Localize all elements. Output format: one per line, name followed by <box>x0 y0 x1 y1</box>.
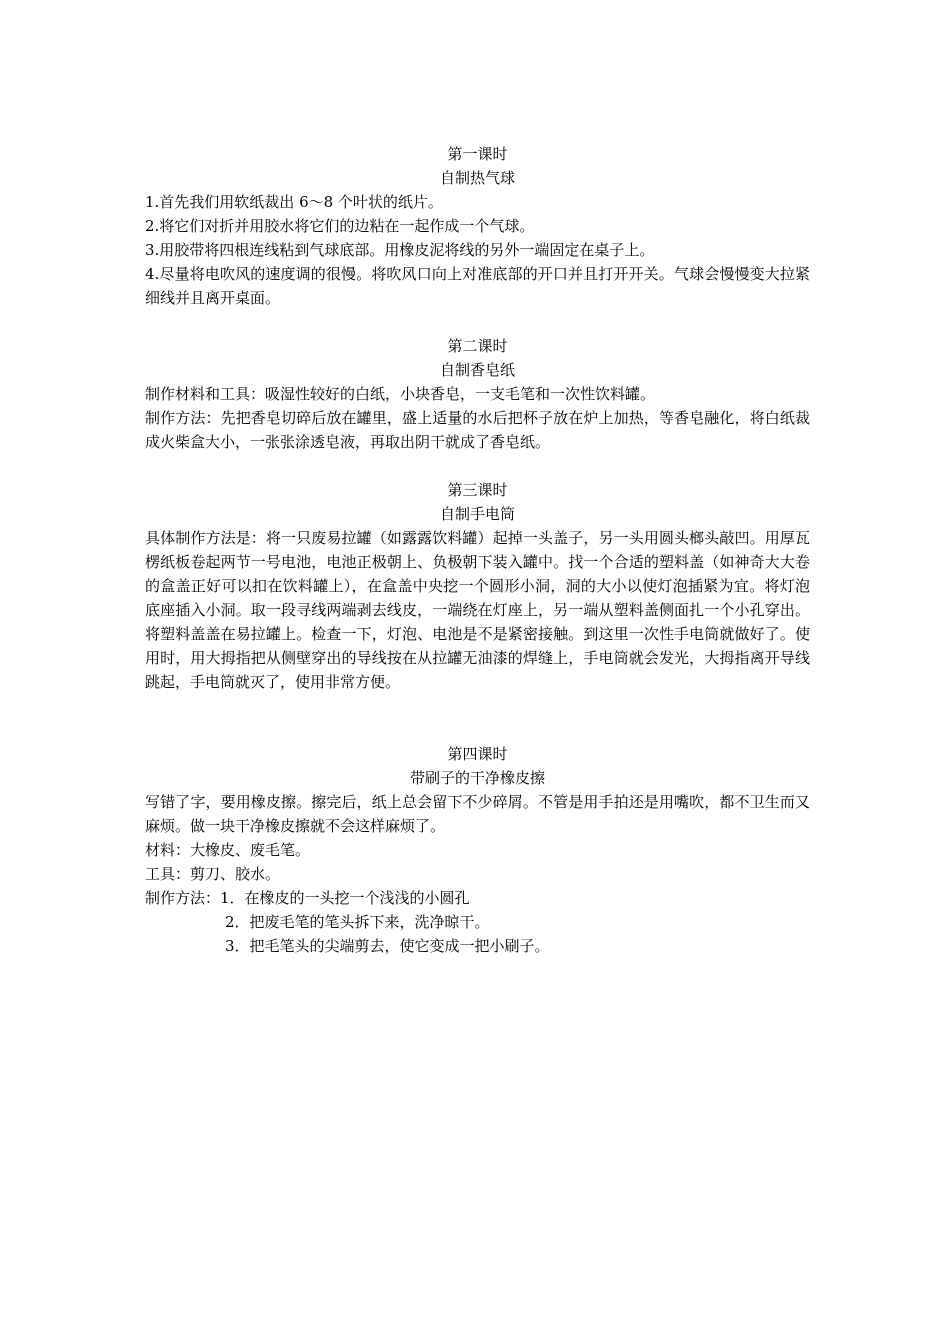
document-page <box>145 142 810 958</box>
step-paragraph: 2.将它们对折并用胶水将它们的边粘在一起作成一个气球。 <box>145 217 535 235</box>
lesson-period: 第二课时 <box>447 337 508 355</box>
method-row <box>145 886 810 910</box>
materials-paragraph: 制作材料和工具：吸湿性较好的白纸，小块香皂，一支毛笔和一次性饮料罐。 <box>145 385 656 403</box>
lesson-title: 自制手电筒 <box>439 505 515 523</box>
lesson-title: 自制热气球 <box>439 169 515 187</box>
step-paragraph: 1.首先我们用软纸裁出 6～8 个叶状的纸片。 <box>145 193 443 211</box>
method-step: 3．把毛笔头的尖端剪去，使它变成一把小刷子。 <box>225 937 550 955</box>
step-paragraph: 4.尽量将电吹风的速度调的很慢。将吹风口向上对准底部的开口并且打开开关。气球会慢慢变大拉紧细线并且离开桌面。 <box>145 265 810 307</box>
lesson-2 <box>145 334 810 454</box>
lesson-1 <box>145 142 810 310</box>
lesson-period: 第三课时 <box>447 481 508 499</box>
method-paragraph: 制作方法：先把香皂切碎后放在罐里，盛上适量的水后把杯子放在炉上加热，等香皂融化，将白纸裁成火柴盒大小，一张张涂透皂液，再取出阴干就成了香皂纸。 <box>145 409 810 451</box>
lesson-3 <box>145 478 810 694</box>
lesson-4 <box>145 742 810 958</box>
method-paragraph: 具体制作方法是：将一只废易拉罐（如露露饮料罐）起掉一头盖子，另一头用圆头榔头敲凹。用厚瓦楞纸板卷起两节一号电池，电池正极朝上、负极朝下装入罐中。找一个合适的塑料盖（如神奇大大卷的盒盖正好可以扣在饮料罐上），在盒盖中央挖一个圆形小洞，洞的大小以使灯泡插紧为宜。将灯泡底座插入小洞。取一段寻线两端剥去线皮，一端绕在灯座上，另一端从塑料盖侧面扎一个小孔穿出。将塑料盖盖在易拉罐上。检查一下，灯泡、电池是不是紧密接触。到这里一次性手电筒就做好了。使用时，用大拇指把从侧壁穿出的导线按在从拉罐无油漆的焊缝上，手电筒就会发光，大拇指离开导线跳起，手电筒就灭了，使用非常方便。 <box>145 529 810 691</box>
lesson-period: 第四课时 <box>447 745 508 763</box>
method-step: 1．在橡皮的一头挖一个浅浅的小圆孔 <box>220 889 470 907</box>
method-label: 制作方法： <box>145 889 221 907</box>
lesson-title: 自制香皂纸 <box>439 361 515 379</box>
lesson-period: 第一课时 <box>447 145 508 163</box>
method-step: 2．把废毛笔的笔头拆下来，洗净晾干。 <box>225 913 490 931</box>
lesson-title: 带刷子的干净橡皮擦 <box>409 769 545 787</box>
intro-paragraph: 写错了字，要用橡皮擦。擦完后，纸上总会留下不少碎屑。不管是用手拍还是用嘴吹，都不卫生而又麻烦。做一块干净橡皮擦就不会这样麻烦了。 <box>145 793 810 835</box>
tools-paragraph: 工具：剪刀、胶水。 <box>145 865 281 883</box>
step-paragraph: 3.用胶带将四根连线粘到气球底部。用橡皮泥将线的另外一端固定在桌子上。 <box>145 241 655 259</box>
materials-paragraph: 材料：大橡皮、废毛笔。 <box>145 841 311 859</box>
